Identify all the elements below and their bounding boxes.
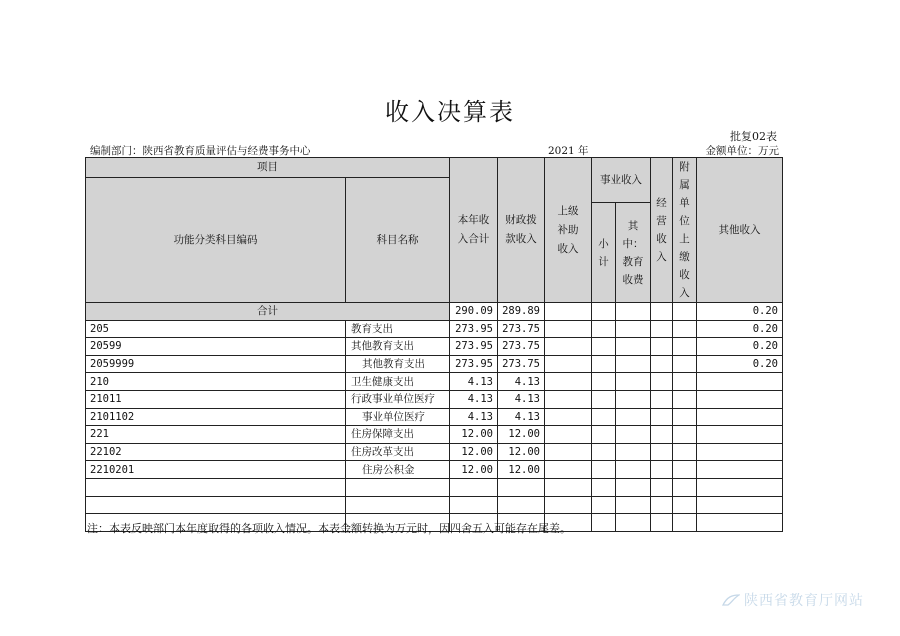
empty-cell xyxy=(651,320,673,338)
empty-cell xyxy=(651,461,673,479)
sheet-code: 批复02表 xyxy=(730,130,777,143)
subject-name-cell: 其他教育支出 xyxy=(346,338,450,356)
header-item: 项目 xyxy=(86,158,450,178)
func-code-cell: 22102 xyxy=(86,443,346,461)
empty-cell xyxy=(592,338,616,356)
org-label: 编制部门：陕西省教育质量评估与经费事务中心 xyxy=(90,145,311,157)
empty-cell xyxy=(616,355,651,373)
table-row xyxy=(86,338,783,356)
func-code-cell: 2101102 xyxy=(86,408,346,426)
empty-cell xyxy=(592,390,616,408)
unit-label: 金额单位：万元 xyxy=(705,145,779,157)
empty-cell xyxy=(673,461,697,479)
empty-cell xyxy=(616,338,651,356)
empty-row xyxy=(86,478,783,496)
fiscal-cell: 12.00 xyxy=(498,443,545,461)
header-operating-text: 经营收入 xyxy=(656,197,667,263)
header-total-income xyxy=(450,158,498,303)
empty-cell xyxy=(592,320,616,338)
total-income-cell: 12.00 xyxy=(450,461,498,479)
empty-cell xyxy=(545,390,592,408)
table-row xyxy=(86,355,783,373)
empty-cell xyxy=(651,338,673,356)
year-label: 2021 年 xyxy=(548,145,589,157)
header-operating-income xyxy=(651,158,673,303)
func-code-cell: 2210201 xyxy=(86,461,346,479)
total-income-cell: 273.95 xyxy=(450,338,498,356)
header-subtotal-text: 小计 xyxy=(598,237,609,268)
empty-row xyxy=(86,496,783,514)
empty-cell xyxy=(673,355,697,373)
total-row-total: 290.09 xyxy=(450,303,498,321)
fiscal-cell: 12.00 xyxy=(498,461,545,479)
other-income-cell xyxy=(697,390,783,408)
empty-cell xyxy=(616,443,651,461)
subject-name-cell: 卫生健康支出 xyxy=(346,373,450,391)
fiscal-cell: 4.13 xyxy=(498,408,545,426)
empty-cell xyxy=(592,373,616,391)
table-row xyxy=(86,373,783,391)
func-code-cell: 2059999 xyxy=(86,355,346,373)
other-income-cell xyxy=(697,426,783,444)
subject-name-cell: 其他教育支出 xyxy=(346,355,450,373)
other-income-cell xyxy=(697,373,783,391)
empty-cell xyxy=(673,338,697,356)
empty-cell xyxy=(651,426,673,444)
subject-name-cell: 教育支出 xyxy=(346,320,450,338)
header-edu-fee-text: 其中：教育收费 xyxy=(622,219,644,286)
empty-cell xyxy=(592,443,616,461)
total-income-cell: 273.95 xyxy=(450,320,498,338)
empty-cell xyxy=(592,461,616,479)
fiscal-cell: 12.00 xyxy=(498,426,545,444)
footnote: 注：本表反映部门本年度取得的各项收入情况。本表金额转换为万元时，因四舍五入可能存在尾差。 xyxy=(87,522,571,535)
empty-cell xyxy=(545,373,592,391)
empty-cell xyxy=(673,443,697,461)
empty-cell xyxy=(673,390,697,408)
other-income-cell xyxy=(697,461,783,479)
other-income-cell: 0.20 xyxy=(697,355,783,373)
total-label: 合计 xyxy=(86,303,450,321)
func-code-cell: 21011 xyxy=(86,390,346,408)
empty-cell xyxy=(651,408,673,426)
header-edu-fee xyxy=(616,203,651,303)
income-table xyxy=(85,157,783,532)
header-other-income: 其他收入 xyxy=(697,158,783,303)
table-row xyxy=(86,461,783,479)
empty-cell xyxy=(651,443,673,461)
total-income-cell: 4.13 xyxy=(450,408,498,426)
empty-cell xyxy=(651,373,673,391)
empty-cell xyxy=(673,408,697,426)
total-income-cell: 12.00 xyxy=(450,426,498,444)
total-row-fiscal: 289.89 xyxy=(498,303,545,321)
header-fiscal-text: 财政拨款收入 xyxy=(505,214,537,245)
empty-cell xyxy=(673,373,697,391)
empty-cell xyxy=(545,443,592,461)
header-superior-subsidy xyxy=(545,158,592,303)
fiscal-cell: 273.75 xyxy=(498,338,545,356)
fiscal-cell: 4.13 xyxy=(498,390,545,408)
func-code-cell: 20599 xyxy=(86,338,346,356)
other-income-cell: 0.20 xyxy=(697,320,783,338)
func-code-cell: 210 xyxy=(86,373,346,391)
header-affiliated-remit xyxy=(673,158,697,303)
header-affiliated-text: 附属单位上缴收入 xyxy=(679,161,690,299)
empty-cell xyxy=(616,373,651,391)
empty-cell xyxy=(545,338,592,356)
total-income-cell: 4.13 xyxy=(450,373,498,391)
subject-name-cell: 住房改革支出 xyxy=(346,443,450,461)
func-code-cell: 221 xyxy=(86,426,346,444)
header-func-code: 功能分类科目编码 xyxy=(86,178,346,303)
table-row xyxy=(86,390,783,408)
empty-cell xyxy=(592,355,616,373)
fiscal-cell: 273.75 xyxy=(498,355,545,373)
total-income-cell: 273.95 xyxy=(450,355,498,373)
empty-cell xyxy=(545,408,592,426)
header-superior-text: 上级补助收入 xyxy=(557,204,579,255)
subject-name-cell: 行政事业单位医疗 xyxy=(346,390,450,408)
other-income-cell: 0.20 xyxy=(697,338,783,356)
other-income-cell xyxy=(697,408,783,426)
empty-cell xyxy=(592,426,616,444)
empty-cell xyxy=(673,426,697,444)
empty-cell xyxy=(592,408,616,426)
empty-cell xyxy=(616,426,651,444)
table-row xyxy=(86,320,783,338)
header-business-text: 事业收入 xyxy=(600,173,642,186)
func-code-cell: 205 xyxy=(86,320,346,338)
table-row xyxy=(86,426,783,444)
empty-cell xyxy=(616,461,651,479)
empty-cell xyxy=(545,426,592,444)
header-subject-name: 科目名称 xyxy=(346,178,450,303)
empty-cell xyxy=(651,355,673,373)
watermark xyxy=(722,590,864,610)
header-business-income xyxy=(592,158,651,203)
fiscal-cell: 4.13 xyxy=(498,373,545,391)
total-income-cell: 12.00 xyxy=(450,443,498,461)
empty-cell xyxy=(545,461,592,479)
table-row xyxy=(86,443,783,461)
empty-cell xyxy=(651,390,673,408)
subject-name-cell: 住房公积金 xyxy=(346,461,450,479)
header-total-income-text: 本年收入合计 xyxy=(457,214,490,245)
page-title: 收入决算表 xyxy=(385,98,515,126)
subject-name-cell: 住房保障支出 xyxy=(346,426,450,444)
empty-cell xyxy=(673,320,697,338)
header-fiscal xyxy=(498,158,545,303)
watermark-text: 陕西省教育厅网站 xyxy=(744,593,864,609)
bird-logo-icon xyxy=(722,593,740,607)
meta-line xyxy=(86,143,779,157)
total-row-other: 0.20 xyxy=(697,303,783,321)
total-income-cell: 4.13 xyxy=(450,390,498,408)
empty-cell xyxy=(616,408,651,426)
fiscal-cell: 273.75 xyxy=(498,320,545,338)
empty-cell xyxy=(616,320,651,338)
total-row xyxy=(86,303,783,321)
empty-cell xyxy=(545,355,592,373)
other-income-cell xyxy=(697,443,783,461)
header-subtotal xyxy=(592,203,616,303)
empty-cell xyxy=(545,320,592,338)
table-row xyxy=(86,408,783,426)
empty-cell xyxy=(616,390,651,408)
subject-name-cell: 事业单位医疗 xyxy=(346,408,450,426)
